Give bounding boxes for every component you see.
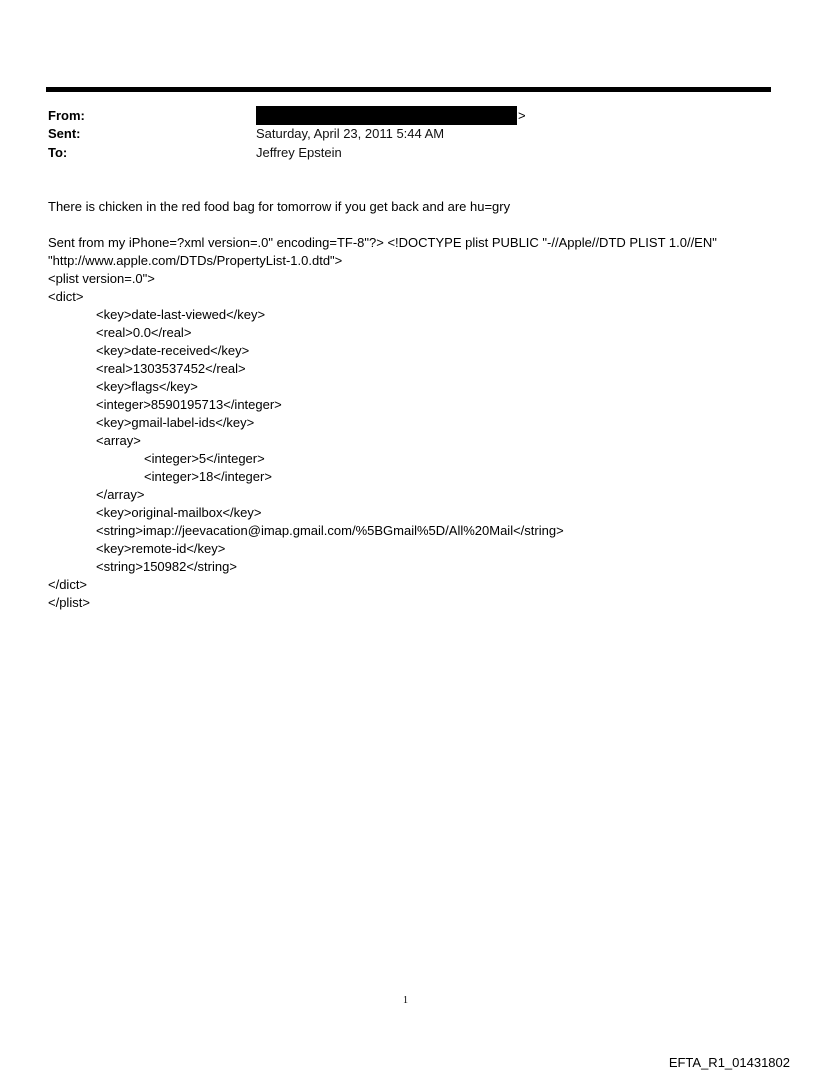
sent-value: Saturday, April 23, 2011 5:44 AM — [256, 126, 445, 141]
plist-line: </dict> — [48, 577, 88, 592]
sent-label: Sent: — [48, 126, 81, 141]
from-suffix: > — [518, 108, 526, 123]
plist-line: </array> — [96, 487, 145, 502]
plist-line: <integer>8590195713</integer> — [96, 397, 282, 412]
plist-line: <key>flags</key> — [96, 379, 198, 394]
plist-line: <string>150982</string> — [96, 559, 237, 574]
to-value: Jeffrey Epstein — [256, 145, 342, 160]
plist-line: <integer>5</integer> — [144, 451, 265, 466]
header-rule — [46, 87, 771, 92]
from-label: From: — [48, 108, 85, 123]
plist-line: <string>imap://jeevacation@imap.gmail.com/%5BGmail%5D/All%20Mail</string> — [96, 523, 564, 538]
plist-line: <plist version=.0"> — [48, 271, 155, 286]
plist-line: <dict> — [48, 289, 84, 304]
plist-line: </plist> — [48, 595, 90, 610]
plist-line: <key>gmail-label-ids</key> — [96, 415, 255, 430]
plist-line: <key>original-mailbox</key> — [96, 505, 262, 520]
plist-line: <array> — [96, 433, 141, 448]
page-number: 1 — [403, 995, 408, 1006]
plist-line: <key>remote-id</key> — [96, 541, 226, 556]
plist-line: <key>date-received</key> — [96, 343, 250, 358]
to-label: To: — [48, 145, 68, 160]
plist-line: <key>date-last-viewed</key> — [96, 307, 266, 322]
signature-line-1: Sent from my iPhone=?xml version=.0" encoding=TF-8"?> <!DOCTYPE plist PUBLIC "-//Apple//DTD PLIST 1.0//EN" — [48, 235, 717, 250]
plist-line: <real>1303537452</real> — [96, 361, 246, 376]
signature-line-2: "http://www.apple.com/DTDs/PropertyList-1.0.dtd"> — [48, 253, 343, 268]
sender-redaction — [256, 106, 517, 125]
plist-line: <integer>18</integer> — [144, 469, 272, 484]
plist-line: <real>0.0</real> — [96, 325, 192, 340]
message-text: There is chicken in the red food bag for tomorrow if you get back and are hu=gry — [48, 199, 511, 214]
document-id: EFTA_R1_01431802 — [668, 1055, 790, 1070]
